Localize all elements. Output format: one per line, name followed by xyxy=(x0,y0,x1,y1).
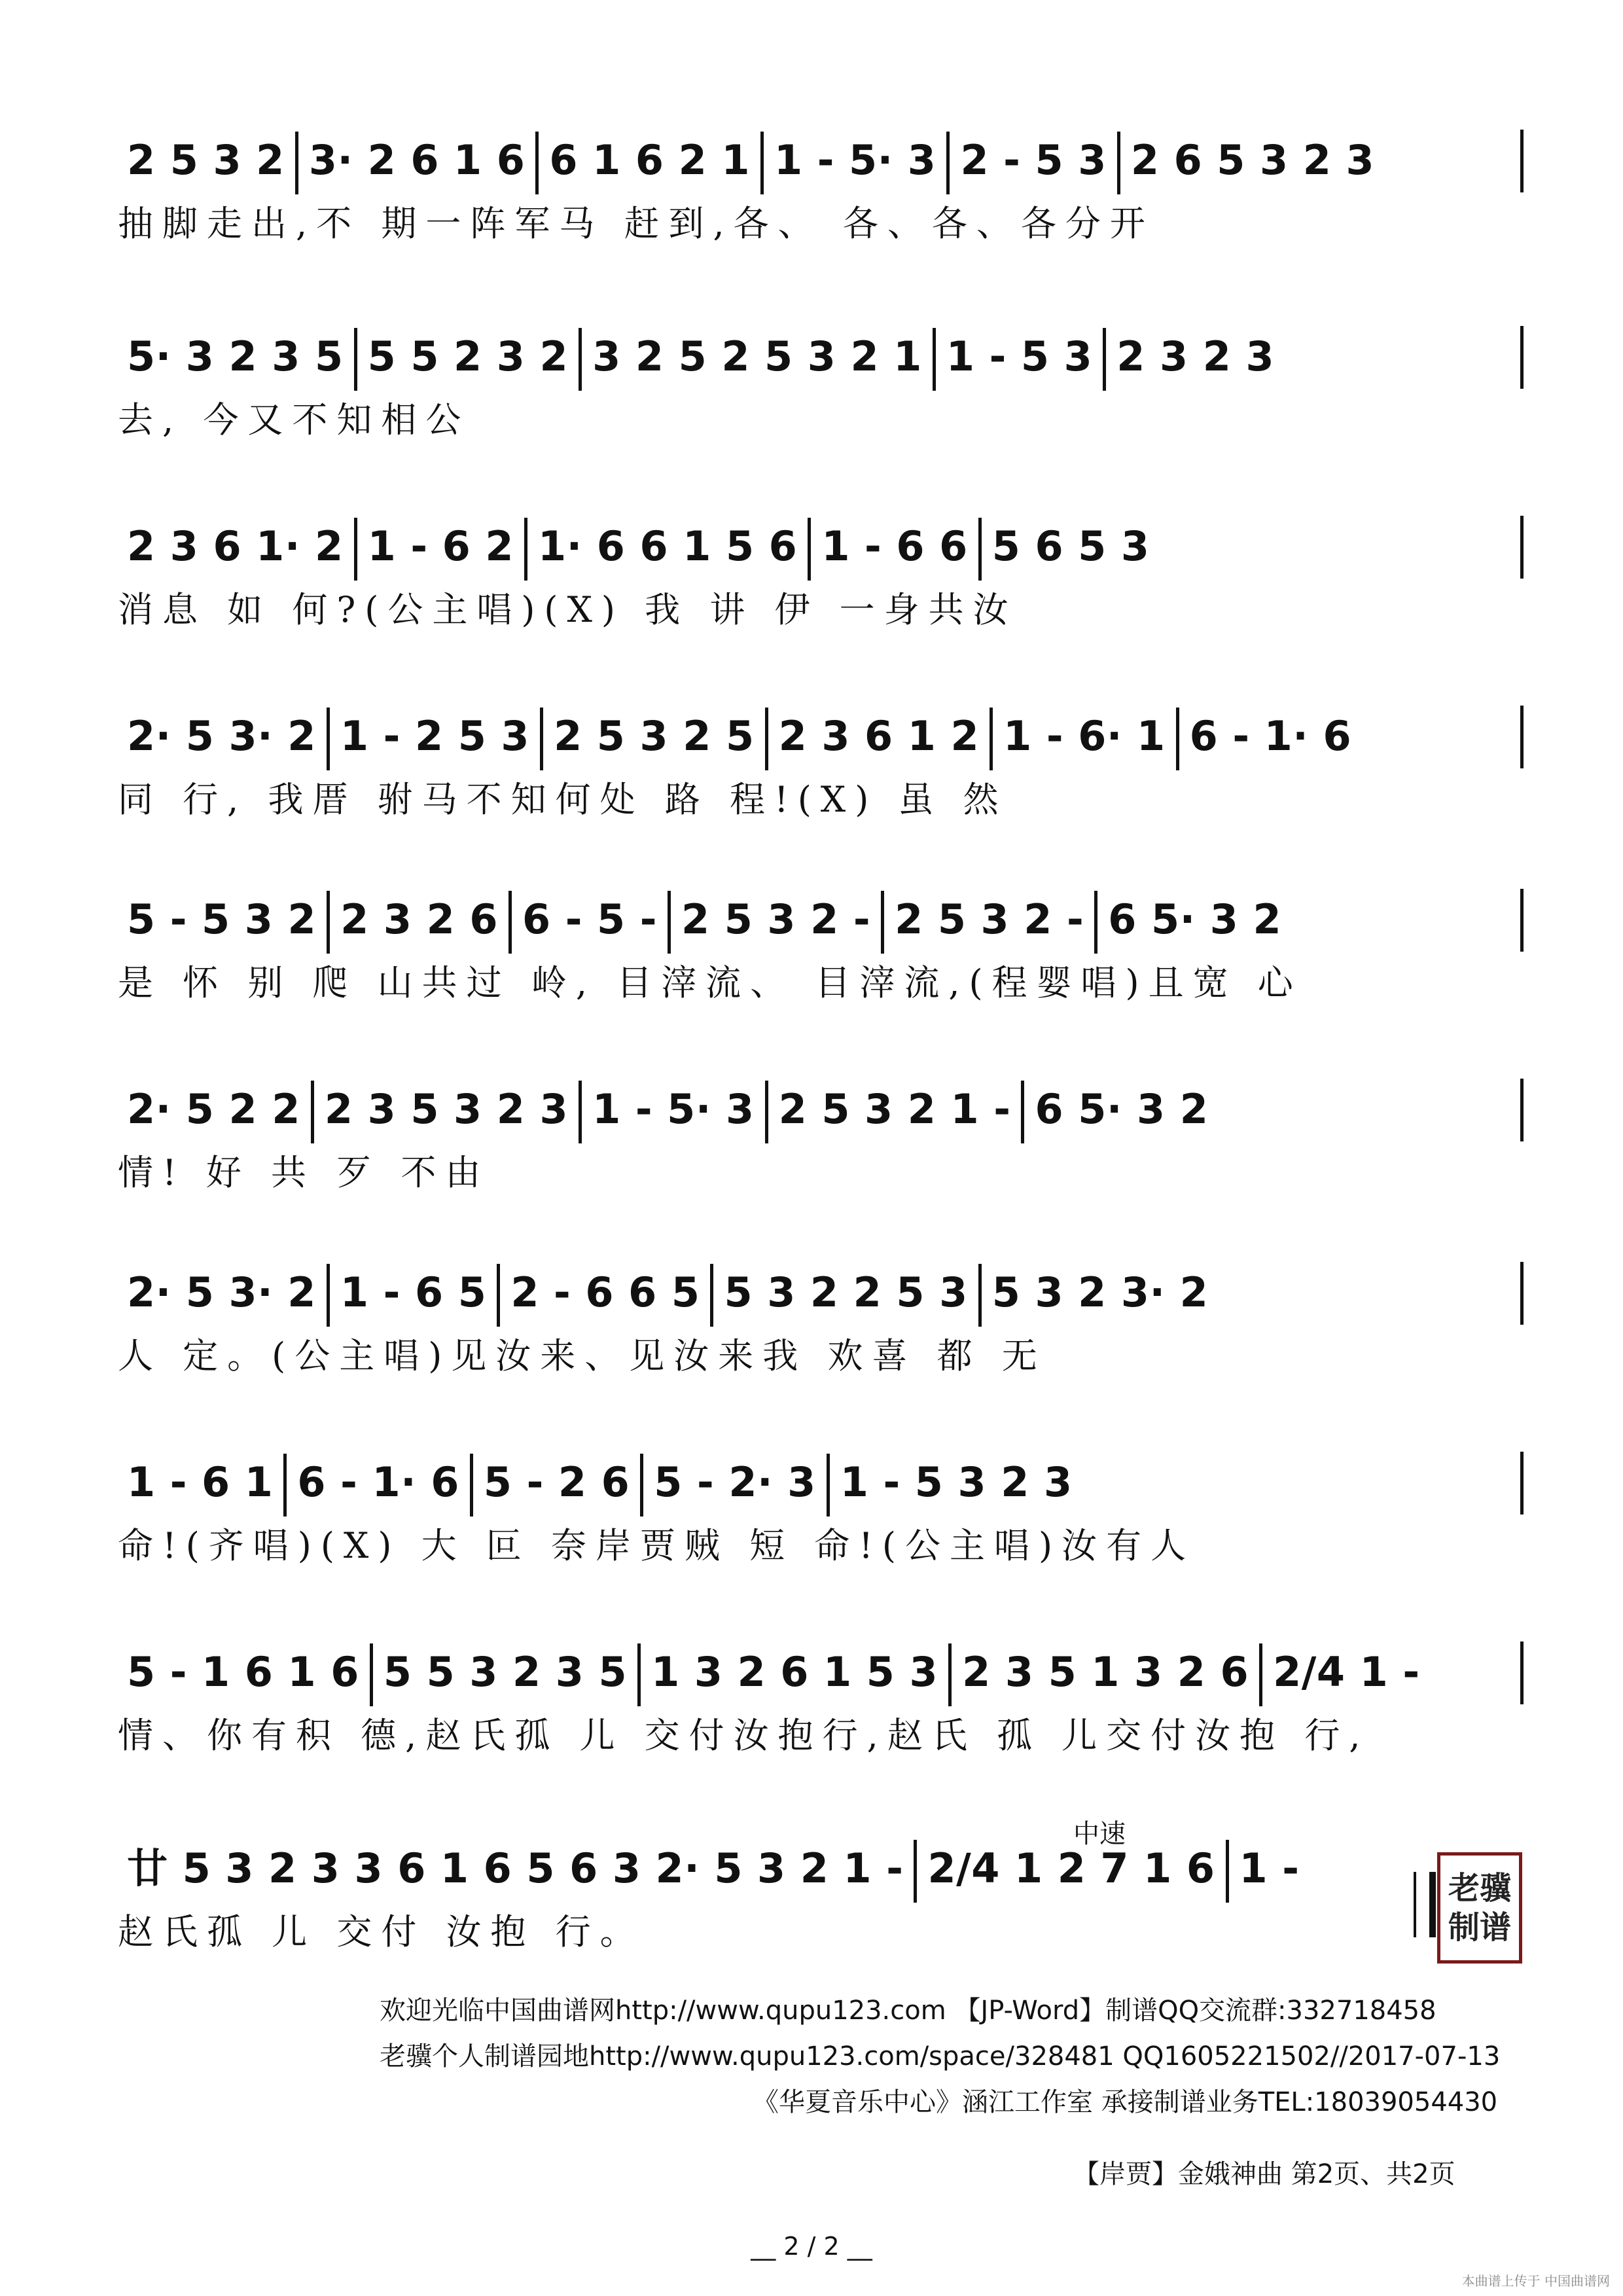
barline xyxy=(1021,1081,1024,1143)
barline xyxy=(808,518,811,581)
barline xyxy=(327,708,330,770)
measure: 2 - 5 3 xyxy=(960,136,1107,184)
barline xyxy=(470,1454,473,1516)
measure: 5 6 5 3 xyxy=(991,522,1150,570)
barline xyxy=(946,132,950,194)
barline xyxy=(327,1264,330,1327)
barline xyxy=(295,132,298,194)
measure: 3· 2 6 1 6 xyxy=(308,136,526,184)
score-system xyxy=(118,511,1518,661)
measure: 2 5 3 2 xyxy=(127,136,285,184)
measure: 5 - 2 6 xyxy=(483,1458,630,1506)
measure: 2 5 3 2 - xyxy=(895,895,1084,943)
lyrics-line: 情、你有积 德,赵氏孤 儿 交付汝抱行,赵氏 孤 儿交付汝抱 行, xyxy=(118,1715,1370,1756)
lyrics-line: 消息 如 何?(公主唱)(X) 我 讲 伊 一身共汝 xyxy=(118,589,1018,630)
notation-line xyxy=(118,1636,1518,1708)
notation-line xyxy=(118,700,1518,772)
score-system xyxy=(118,884,1518,1034)
barline xyxy=(978,518,982,581)
barline xyxy=(881,891,884,954)
measure: 1 - 2 5 3 xyxy=(340,712,530,760)
measure: 1· 6 6 1 5 6 xyxy=(538,522,798,570)
barline xyxy=(579,1081,582,1143)
measure: 2 3 5 1 3 2 6 xyxy=(962,1648,1249,1696)
score-system xyxy=(118,1636,1518,1787)
measure: 5 - 5 3 2 xyxy=(127,895,317,943)
notation-line xyxy=(118,884,1518,956)
barline xyxy=(990,708,993,770)
final-barline xyxy=(1414,1872,1436,1937)
lyrics-line: 去, 今又不知相公 xyxy=(118,399,471,440)
composer-stamp xyxy=(1437,1852,1522,1964)
barline xyxy=(1103,328,1106,391)
measure: 2 3 6 1· 2 xyxy=(127,522,344,570)
measure: 1 3 2 6 1 5 3 xyxy=(651,1648,938,1696)
measure: 6 5· 3 2 xyxy=(1035,1085,1209,1133)
lyrics-line: 情! 好 共 歹 不由 xyxy=(118,1152,490,1193)
measure: 5 5 2 3 2 xyxy=(367,332,569,380)
barline xyxy=(540,708,543,770)
notation-line xyxy=(118,1257,1518,1329)
barline xyxy=(637,1643,641,1706)
stamp-line-1: 老骥 xyxy=(1448,1870,1511,1907)
measure: 1 - 6 6 xyxy=(821,522,968,570)
measure: 1 - 6· 1 xyxy=(1003,712,1166,760)
barline xyxy=(1520,1262,1524,1325)
lyrics-line: 是 怀 别 爬 山共过 岭, 目滓流、 目滓流,(程婴唱)且宽 心 xyxy=(118,962,1302,1003)
measure: 2 5 3 2 5 xyxy=(554,712,755,760)
barline xyxy=(354,518,357,581)
barline xyxy=(497,1264,500,1327)
measure: 6 - 1· 6 xyxy=(1189,712,1352,760)
measure: 5 5 3 2 3 5 xyxy=(383,1648,628,1696)
barline xyxy=(1520,516,1524,579)
barline xyxy=(1520,326,1524,389)
barline xyxy=(1259,1643,1262,1706)
notation-line xyxy=(118,1446,1518,1518)
measure: 6 1 6 2 1 xyxy=(549,136,750,184)
score-system xyxy=(118,1257,1518,1407)
footer-line-1: 欢迎光临中国曲谱网http://www.qupu123.com 【JP-Word】制谱QQ交流群:332718458 xyxy=(380,1996,1436,2026)
lyrics-line: 命!(齐唱)(X) 大 叵 奈岸贾贼 短 命!(公主唱)汝有人 xyxy=(118,1525,1196,1566)
page-number: __ 2 / 2 __ xyxy=(751,2232,872,2261)
measure: 2 5 3 2 1 - xyxy=(778,1085,1011,1133)
measure: 6 - 1· 6 xyxy=(297,1458,459,1506)
barline xyxy=(524,518,527,581)
barline xyxy=(1520,130,1524,192)
barline xyxy=(978,1264,982,1327)
measure: 2 3 5 3 2 3 xyxy=(324,1085,569,1133)
measure: 2· 5 2 2 xyxy=(127,1085,300,1133)
measure: 3 2 5 2 5 3 2 1 xyxy=(592,332,922,380)
barline xyxy=(1520,1079,1524,1141)
measure: 2 3 2 6 xyxy=(340,895,498,943)
barline xyxy=(1520,1452,1524,1515)
measure: 2 5 3 2 - xyxy=(681,895,871,943)
score-system xyxy=(118,124,1518,275)
notation-line xyxy=(118,1073,1518,1145)
footer-line-3: 《华夏音乐中心》涵江工作室 承接制谱业务TEL:18039054430 xyxy=(753,2087,1498,2117)
barline xyxy=(283,1454,287,1516)
barline xyxy=(1520,1641,1524,1704)
measure: 5 3 2 3· 2 xyxy=(991,1268,1209,1316)
measure: 廿 5 3 2 3 3 6 1 6 5 6 3 2· 5 3 2 1 - xyxy=(127,1844,904,1892)
barline xyxy=(760,132,764,194)
measure: 2 - 6 6 5 xyxy=(510,1268,700,1316)
barline xyxy=(710,1264,713,1327)
measure: 5 - 2· 3 xyxy=(654,1458,816,1506)
barline xyxy=(1117,132,1120,194)
score-system xyxy=(118,1446,1518,1597)
barline xyxy=(535,132,539,194)
score-system xyxy=(118,700,1518,851)
measure: 1 - xyxy=(1239,1844,1300,1892)
watermark: 本曲谱上传于 中国曲谱网 xyxy=(1461,2273,1610,2289)
score-system xyxy=(118,1073,1518,1224)
score-system xyxy=(118,321,1518,471)
measure: 2/4 1 - xyxy=(1273,1648,1420,1696)
barline xyxy=(948,1643,952,1706)
measure: 2 3 2 3 xyxy=(1116,332,1275,380)
measure: 2 6 5 3 2 3 xyxy=(1130,136,1375,184)
notation-line xyxy=(118,1833,1518,1905)
barline xyxy=(354,328,357,391)
measure: 6 5· 3 2 xyxy=(1108,895,1282,943)
measure: 1 - 6 2 xyxy=(367,522,514,570)
notation-line xyxy=(118,124,1518,196)
barline xyxy=(1176,708,1179,770)
barline xyxy=(914,1840,917,1903)
barline xyxy=(311,1081,314,1143)
barline xyxy=(827,1454,830,1516)
measure: 1 - 6 1 xyxy=(127,1458,274,1506)
measure: 2/4 1 2 7 1 6 xyxy=(927,1844,1215,1892)
measure: 1 - 6 5 xyxy=(340,1268,487,1316)
measure: 1 - 5 3 2 3 xyxy=(840,1458,1073,1506)
barline xyxy=(579,328,582,391)
lyrics-line: 赵氏孤 儿 交付 汝抱 行。 xyxy=(118,1911,645,1952)
notation-line xyxy=(118,511,1518,583)
measure: 5 - 1 6 1 6 xyxy=(127,1648,359,1696)
measure: 2 3 6 1 2 xyxy=(778,712,980,760)
notation-line xyxy=(118,321,1518,393)
measure: 5· 3 2 3 5 xyxy=(127,332,344,380)
measure: 5 3 2 2 5 3 xyxy=(724,1268,968,1316)
barline xyxy=(765,708,768,770)
barline xyxy=(933,328,936,391)
lyrics-line: 同 行, 我厝 驸马不知何处 路 程!(X) 虽 然 xyxy=(118,779,1008,820)
barline xyxy=(1520,889,1524,952)
barline xyxy=(765,1081,768,1143)
measure: 1 - 5· 3 xyxy=(774,136,936,184)
barline xyxy=(370,1643,373,1706)
measure: 2· 5 3· 2 xyxy=(127,1268,316,1316)
lyrics-line: 人 定。(公主唱)见汝来、见汝来我 欢喜 都 无 xyxy=(118,1335,1046,1376)
lyrics-line: 抽脚走出,不 期一阵军马 赶到,各、 各、各、各分开 xyxy=(118,203,1154,244)
measure: 6 - 5 - xyxy=(522,895,657,943)
footer-line-2: 老骥个人制谱园地http://www.qupu123.com/space/328481 QQ1605221502//2017-07-13 xyxy=(380,2041,1501,2072)
barline xyxy=(640,1454,643,1516)
barline xyxy=(1226,1840,1229,1903)
measure: 1 - 5 3 xyxy=(946,332,1093,380)
barline xyxy=(668,891,671,954)
measure: 1 - 5· 3 xyxy=(592,1085,755,1133)
barline xyxy=(1094,891,1097,954)
barline xyxy=(1520,706,1524,768)
stamp-line-2: 制谱 xyxy=(1448,1909,1511,1946)
score-system xyxy=(118,1833,1518,1983)
barline xyxy=(327,891,330,954)
footer-title: 【岸贾】金娥神曲 第2页、共2页 xyxy=(1073,2159,1455,2189)
barline xyxy=(508,891,512,954)
tempo-marking: 中速 xyxy=(1073,1819,1126,1849)
measure: 2· 5 3· 2 xyxy=(127,712,316,760)
